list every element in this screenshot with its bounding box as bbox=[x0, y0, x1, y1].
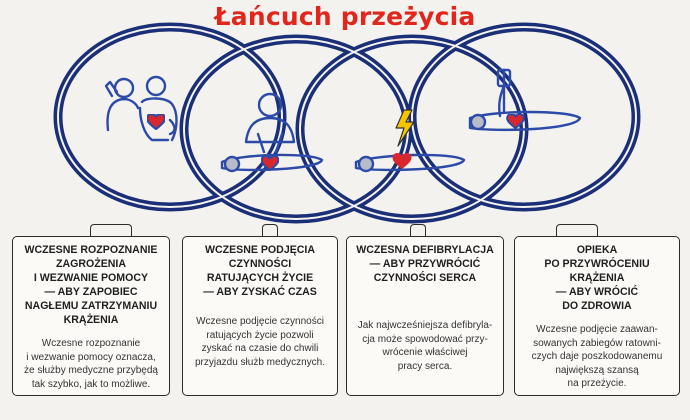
step-title-4: OPIEKA PO PRZYWRÓCENIU KRĄŻENIA — ABY WRÓCIĆ DO ZDROWIA bbox=[544, 244, 650, 312]
step-box-2 bbox=[182, 236, 338, 396]
step-description-1: Wczesne rozpoznanie i wezwanie pomocy oznacza, że służby medyczne przybędą tak szybko, jak to możliwe. bbox=[24, 338, 158, 390]
step-description-3: Jak najwcześniejsza defibryla- cja może spowodować przy- wrócenie właściwej pracy serca. bbox=[357, 320, 493, 372]
step-box-3 bbox=[346, 236, 504, 396]
step-description-4: Wczesne podjęcie zaawan- sowanych zabiegów ratowni- czych daje poszkodowanemu największą szansą na przeżycie. bbox=[531, 324, 663, 389]
step-box-1 bbox=[12, 236, 170, 396]
step-description-2: Wczesne podjęcie czynności ratujących życie pozwoli zyskać na czasie do chwili przyjazdu służb medycznych. bbox=[194, 316, 326, 368]
step-title-3: WCZESNA DEFIBRYLACJA — ABY PRZYWRÓCIĆ CZYNNOŚCI SERCA bbox=[356, 244, 494, 284]
page-title: Łańcuch przeżycia bbox=[214, 2, 476, 31]
step-title-1: WCZESNE ROZPOZNANIE ZAGROŻENIA I WEZWANIE POMOCY — ABY ZAPOBIEC NAGŁEMU ZATRZYMANIU KRĄŻENIA bbox=[24, 244, 158, 326]
step-title-2: WCZESNE PODJĘCIA CZYNNOŚCI RATUJĄCYCH ŻYCIE — ABY ZYSKAĆ CZAS bbox=[203, 244, 317, 298]
person-calling-icon bbox=[106, 77, 177, 140]
step-box-4 bbox=[514, 236, 680, 396]
